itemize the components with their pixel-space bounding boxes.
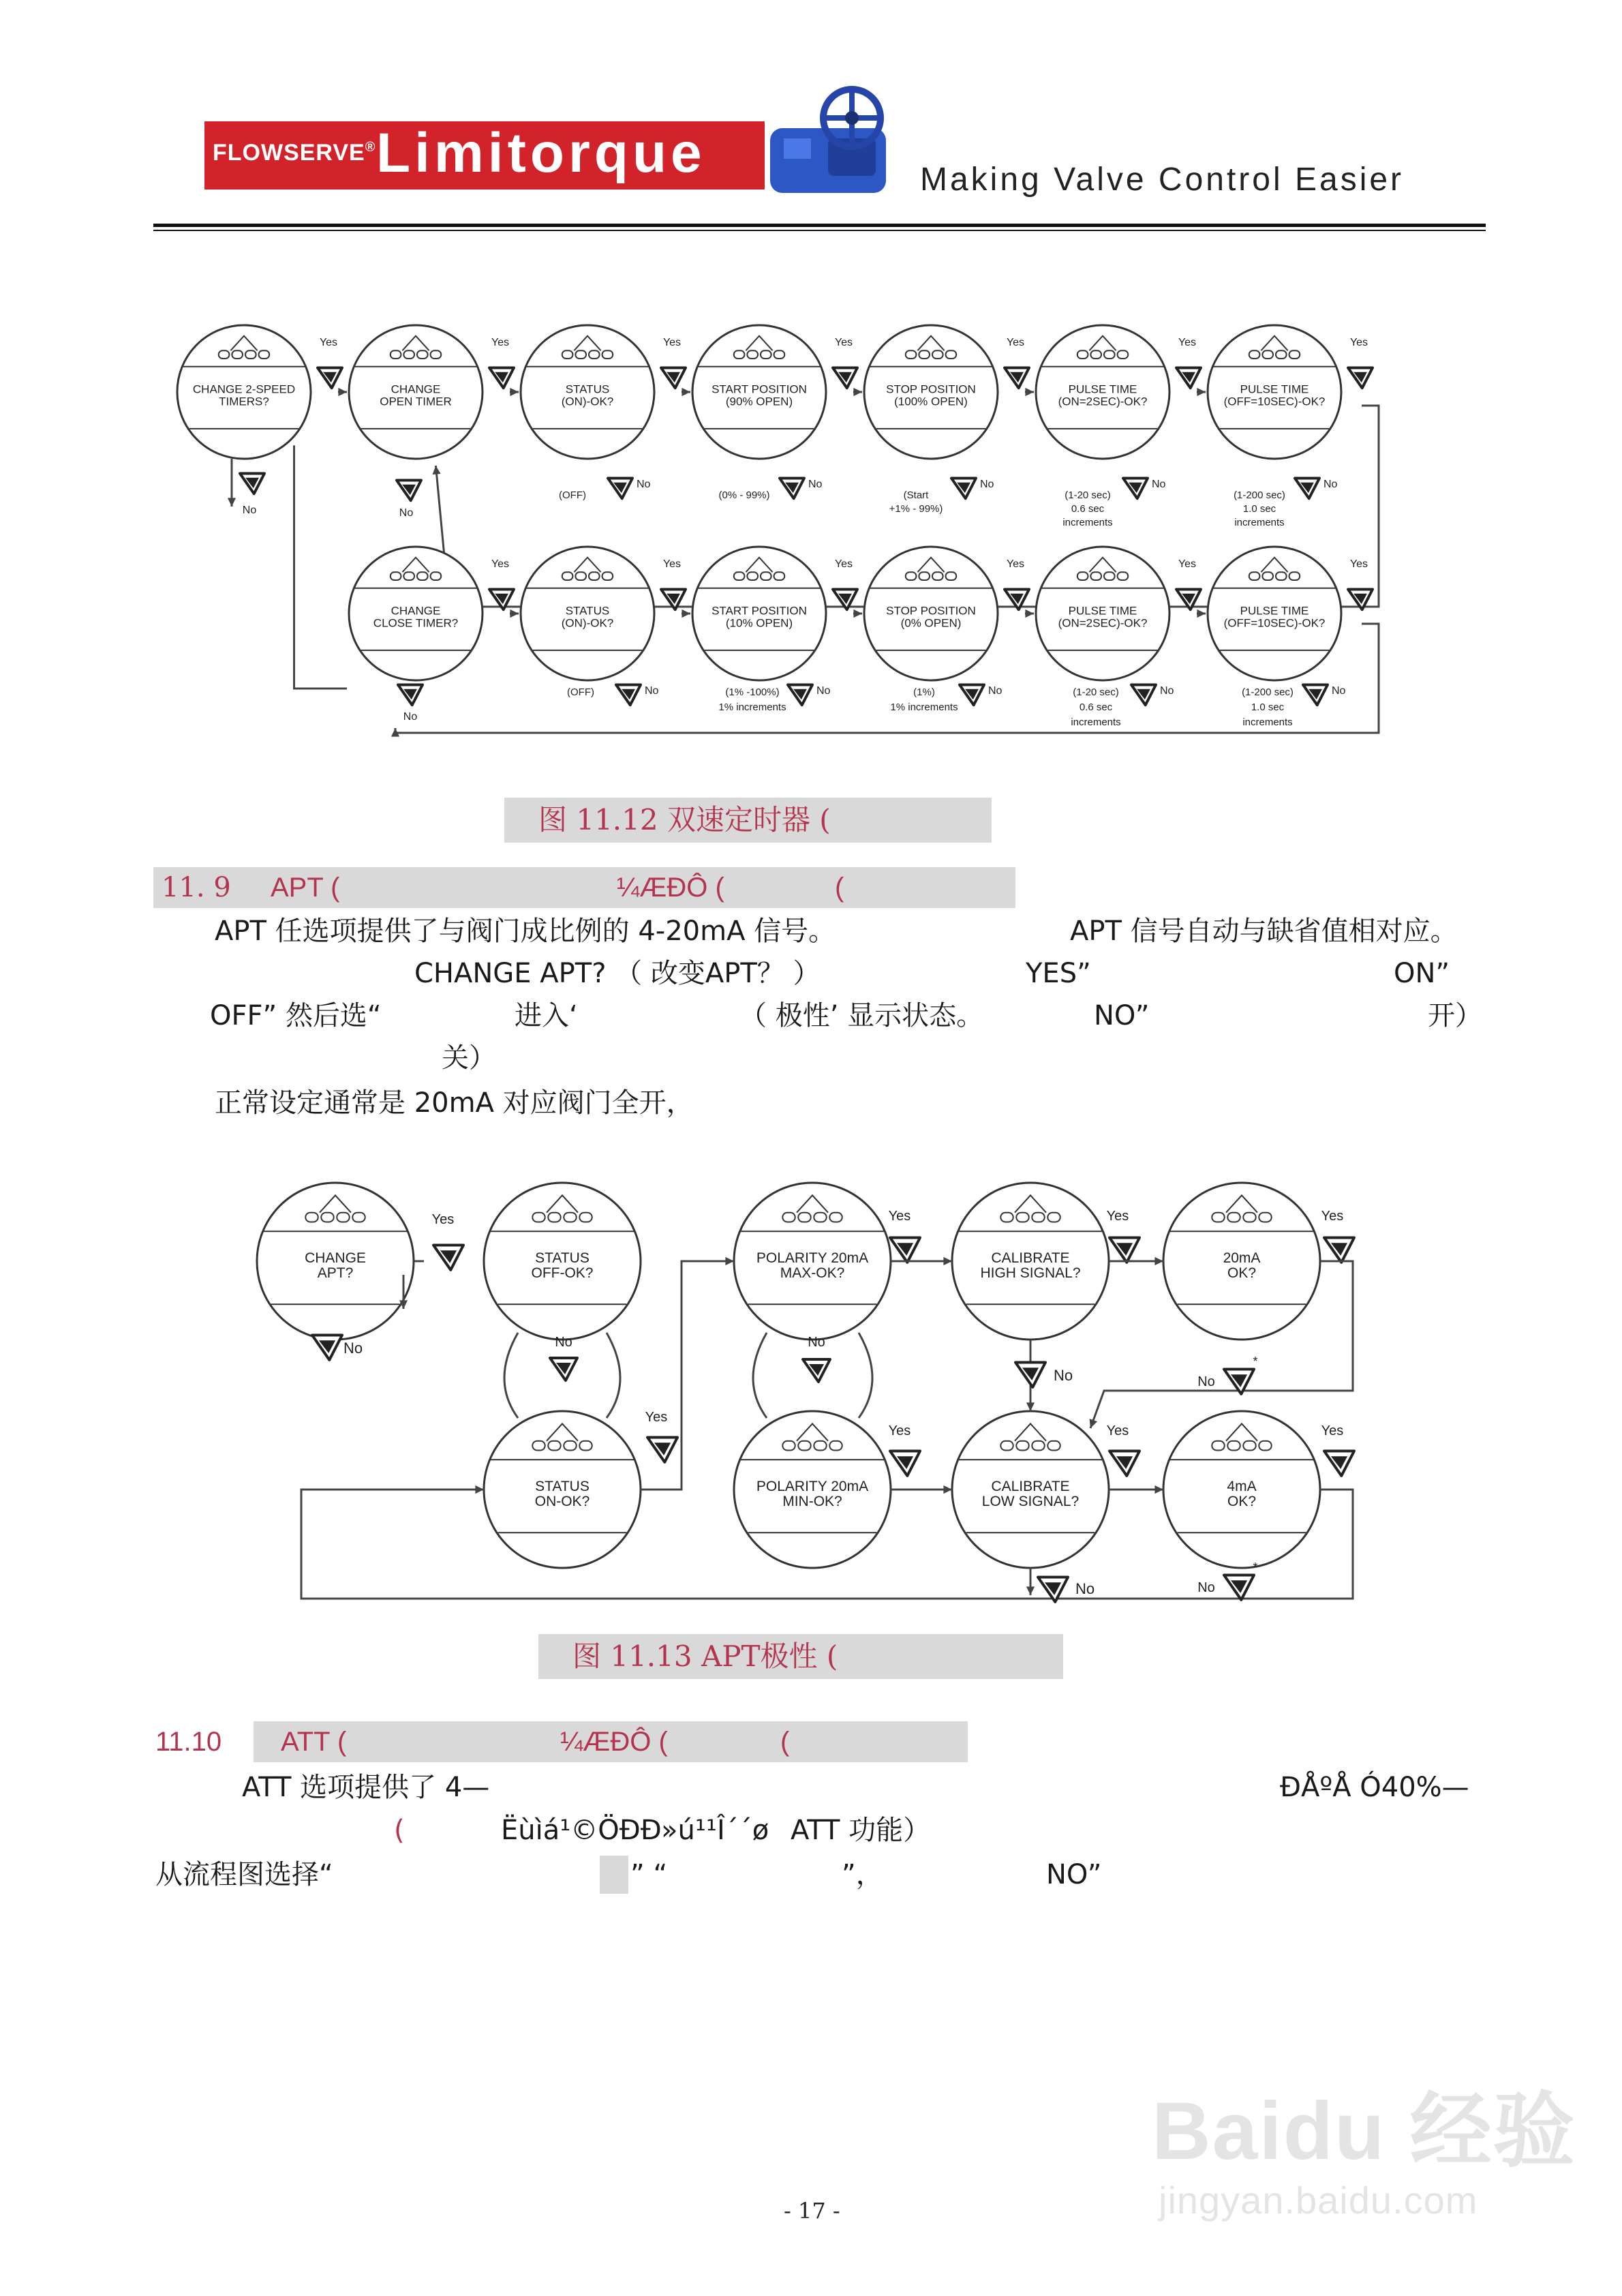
- apt-paragraph-2a: CHANGE APT? （ 改变APT？ ）: [414, 958, 821, 989]
- value-note: (0% - 99%): [718, 489, 770, 501]
- att-paragraph-2a: (: [394, 1815, 405, 1846]
- apt-dial-label-1: CHANGE: [305, 1250, 366, 1267]
- timer-dial-label-2: (ON=2SEC)-OK?: [1058, 395, 1148, 408]
- timer-dial-label-1: PULSE TIME: [1068, 604, 1137, 618]
- apt-dial-label-1: POLARITY 20mA: [756, 1250, 869, 1267]
- figure-caption-11-12: 图 11.12 双速定时器 (: [504, 798, 992, 843]
- apt-paragraph-3a: OFF” 然后选“: [210, 1000, 382, 1031]
- yes-label: Yes: [1006, 337, 1025, 348]
- no-label: No: [1053, 1367, 1073, 1384]
- yes-label: Yes: [1106, 1209, 1129, 1224]
- figure-caption-11-13: 图 11.13 APT极性 (: [538, 1634, 1063, 1679]
- yes-label: Yes: [888, 1209, 911, 1224]
- highlight-box: [600, 1856, 628, 1894]
- value-note: (1-20 sec): [1065, 489, 1111, 501]
- timer-dial-label-2: (ON)-OK?: [561, 616, 614, 630]
- timer-dial-label-1: CHANGE: [391, 382, 441, 396]
- yes-label: Yes: [1321, 1423, 1344, 1438]
- apt-dial-label-2: LOW SIGNAL?: [981, 1494, 1080, 1510]
- loop-arrow: [859, 1333, 872, 1418]
- yes-label: Yes: [491, 337, 510, 348]
- timer-dial-label-2: (OFF=10SEC)-OK?: [1223, 395, 1326, 408]
- loop-arrow: [753, 1333, 767, 1418]
- value-note: 1% increments: [718, 701, 786, 713]
- att-paragraph-2b: Ëùìá¹©ÖÐÐ»ú¹¹Î´´ø: [501, 1815, 769, 1846]
- apt-dial-label-1: STATUS: [535, 1479, 590, 1495]
- flow-arrow-head: [853, 388, 862, 396]
- timer-dial-label-1: PULSE TIME: [1240, 604, 1309, 618]
- no-label: No: [637, 479, 651, 490]
- value-note: (1% -100%): [725, 686, 780, 698]
- timer-dial-label-2: (90% OPEN): [725, 395, 793, 408]
- section-title: APT (: [271, 873, 340, 903]
- flow-arrow-head: [943, 1485, 952, 1494]
- apt-dial-label-2: ON-OK?: [534, 1494, 590, 1510]
- timer-dial-label-2: OPEN TIMER: [380, 395, 452, 408]
- apt-dial-label-2: MAX-OK?: [780, 1265, 845, 1282]
- no-label: No: [1197, 1374, 1215, 1389]
- yes-label: Yes: [1178, 558, 1197, 570]
- flow-arrow-head: [1197, 388, 1206, 396]
- apt-dial-label-2: MIN-OK?: [782, 1494, 842, 1510]
- loop-arrow: [504, 1333, 518, 1418]
- apt-dial-label-2: OK?: [1227, 1494, 1257, 1510]
- brand-flowserve: FLOWSERVE®: [213, 140, 376, 166]
- att-paragraph-3c: ”，: [842, 1859, 883, 1890]
- link-arrow: [294, 445, 348, 689]
- flow-arrow-head: [943, 1257, 952, 1265]
- yes-label: Yes: [319, 337, 338, 348]
- return-arrow-open-head: [433, 466, 441, 474]
- header-rule: [153, 224, 1486, 227]
- apt-dial-label-2: HIGH SIGNAL?: [980, 1265, 1081, 1282]
- apt-paragraph-3b: 进入‘: [515, 1000, 578, 1031]
- no-label: No: [980, 479, 994, 490]
- att-paragraph-3d: NO”: [1046, 1859, 1102, 1890]
- value-note: 1.0 sec: [1242, 503, 1276, 515]
- no-label: No: [242, 504, 257, 516]
- value-note: increments: [1062, 517, 1113, 528]
- yes-label: Yes: [1349, 558, 1368, 570]
- flow-arrow-head: [682, 609, 690, 618]
- apt-dial-label-2: OK?: [1227, 1265, 1257, 1282]
- brand-limitorque: Limitorque: [376, 122, 706, 184]
- flow-arrow-head: [725, 1257, 734, 1265]
- timer-dial-label-2: (10% OPEN): [725, 616, 793, 630]
- no-label: No: [808, 479, 823, 490]
- flow-arrow-head: [510, 388, 519, 396]
- timer-dial-label-1: STOP POSITION: [886, 604, 976, 618]
- timer-dial-label-1: STATUS: [565, 382, 610, 396]
- section-paren: (: [835, 873, 844, 903]
- flow-arrow-head: [1154, 1485, 1163, 1494]
- no-label: No: [555, 1335, 572, 1350]
- section-title: ATT (: [281, 1727, 347, 1757]
- apt-paragraph-3e: 开）: [1428, 1000, 1482, 1031]
- asterisk: *: [1253, 1560, 1258, 1574]
- value-note: increments: [1071, 716, 1121, 728]
- value-note: (1-20 sec): [1073, 686, 1119, 698]
- yes-label: Yes: [1006, 558, 1025, 570]
- apt-dial-label-1: 20mA: [1223, 1250, 1261, 1267]
- flow-arrow-head: [682, 388, 690, 396]
- actuator-image: [763, 80, 900, 203]
- apt-dial-label-1: CALIBRATE: [991, 1250, 1070, 1267]
- flow-arrow-head: [853, 609, 862, 618]
- flow-arrow: [641, 1261, 734, 1490]
- section-number: 11. 9: [162, 872, 231, 903]
- yes-label: Yes: [1178, 337, 1197, 348]
- value-note: 1% increments: [890, 701, 958, 713]
- flow-arrow-head: [1025, 388, 1034, 396]
- value-note: 1.0 sec: [1251, 701, 1285, 713]
- no-label: No: [808, 1335, 825, 1350]
- apt-dial-label-2: OFF-OK?: [531, 1265, 594, 1282]
- no-label: No: [988, 685, 1003, 697]
- timer-dial-label-2: (0% OPEN): [900, 616, 962, 630]
- yes-label: Yes: [888, 1423, 911, 1438]
- value-note: increments: [1234, 517, 1285, 528]
- apt-paragraph-3d: NO”: [1094, 1000, 1150, 1031]
- no-label: No: [645, 685, 659, 697]
- no-label: No: [1323, 479, 1338, 490]
- value-note: 0.6 sec: [1079, 701, 1113, 713]
- apt-dial-label-1: POLARITY 20mA: [756, 1479, 869, 1495]
- att-paragraph-2c: ATT 功能）: [791, 1815, 931, 1846]
- timer-dial-label-1: CHANGE 2-SPEED: [192, 382, 296, 396]
- no-label: No: [399, 507, 414, 519]
- apt-paragraph-3c: （ 极性’ 显示状态。: [739, 1000, 984, 1031]
- flow-arrow-head: [1025, 609, 1034, 618]
- apt-dial-label-1: CALIBRATE: [991, 1479, 1070, 1495]
- no-label: No: [1160, 685, 1174, 697]
- timer-dial-label-2: (100% OPEN): [894, 395, 968, 408]
- flow-arrow-head: [510, 609, 519, 618]
- value-note: (OFF): [559, 489, 586, 501]
- yes-label: Yes: [834, 558, 853, 570]
- no-label: No: [343, 1340, 363, 1357]
- value-note: (OFF): [567, 686, 594, 698]
- yes-label: Yes: [1349, 337, 1368, 348]
- two-speed-timer-flowchart: [157, 300, 1397, 750]
- no-label: No: [1197, 1580, 1215, 1595]
- timer-dial-label-1: START POSITION: [711, 382, 807, 396]
- timer-dial-label-2: (ON)-OK?: [561, 395, 614, 408]
- section-number: 11.10: [155, 1727, 222, 1757]
- timer-dial-label-2: (OFF=10SEC)-OK?: [1223, 616, 1326, 630]
- tagline: Making Valve Control Easier: [920, 162, 1405, 198]
- timer-dial-label-1: PULSE TIME: [1240, 382, 1309, 396]
- apt-dial-label-1: STATUS: [535, 1250, 590, 1267]
- value-note: (1%): [913, 686, 935, 698]
- header-rule-thin: [153, 230, 1486, 231]
- apt-paragraph-2c: ON”: [1394, 958, 1450, 989]
- apt-paragraph-1a: APT 任选项提供了与阀门成比例的 4-20mA 信号。: [215, 916, 836, 947]
- section-garbled: ¼ÆÐÔ (: [617, 873, 724, 903]
- no-label: No: [816, 685, 831, 697]
- value-note: (Start: [903, 489, 929, 501]
- timer-dial-label-1: STATUS: [565, 604, 610, 618]
- loop-arrow: [607, 1333, 620, 1418]
- value-note: (1-200 sec): [1234, 489, 1285, 501]
- no-arrow-head: [228, 498, 236, 507]
- return-arrow-head: [475, 1485, 484, 1494]
- yes-label: Yes: [834, 337, 853, 348]
- apt-polarity-flowchart: [245, 1155, 1390, 1612]
- watermark-baidu: Baidu 经验: [1152, 2085, 1576, 2177]
- yes-label: Yes: [431, 1212, 455, 1227]
- apt-paragraph-4: 关）: [442, 1042, 496, 1074]
- flow-arrow-head: [338, 388, 347, 396]
- value-note: (1-200 sec): [1242, 686, 1294, 698]
- flow-arrow-head: [1154, 1257, 1163, 1265]
- att-paragraph-3b: ” “: [630, 1859, 668, 1890]
- yes-label: Yes: [1106, 1423, 1129, 1438]
- section-heading-att: [254, 1721, 968, 1762]
- section-heading-apt: [153, 867, 1015, 908]
- flow-arrow-head: [1197, 609, 1206, 618]
- timer-dial-label-1: STOP POSITION: [886, 382, 976, 396]
- section-paren: (: [780, 1727, 790, 1757]
- no-label: No: [1332, 685, 1346, 697]
- apt-paragraph-2b: YES”: [1026, 958, 1091, 989]
- timer-dial-label-1: START POSITION: [711, 604, 807, 618]
- timer-dial-label-1: PULSE TIME: [1068, 382, 1137, 396]
- apt-paragraph-5: 正常设定通常是 20mA 对应阀门全开，: [215, 1087, 694, 1119]
- timer-dial-label-1: CHANGE: [391, 604, 441, 618]
- flow-arrow-head: [1090, 1419, 1097, 1428]
- watermark-url: jingyan.baidu.com: [1159, 2179, 1478, 2222]
- att-paragraph-1a: ATT 选项提供了 4—: [242, 1772, 490, 1803]
- page-number: - 17 -: [784, 2198, 840, 2224]
- att-paragraph-1b: ÐÅºÅ Ó40%—: [1280, 1772, 1469, 1803]
- value-note: +1% - 99%): [889, 503, 943, 515]
- no-label: No: [1152, 479, 1166, 490]
- apt-dial-label-1: 4mA: [1227, 1479, 1257, 1495]
- timer-dial-label-2: CLOSE TIMER?: [373, 616, 459, 630]
- flow-arrow-head: [1026, 1586, 1035, 1595]
- apt-dial-label-2: APT?: [317, 1265, 354, 1282]
- yes-label: Yes: [662, 337, 682, 348]
- yes-label: Yes: [1321, 1209, 1344, 1224]
- yes-label: Yes: [662, 558, 682, 570]
- value-note: increments: [1242, 716, 1293, 728]
- asterisk: *: [1253, 1355, 1258, 1368]
- apt-paragraph-1b: APT 信号自动与缺省值相对应。: [1070, 916, 1458, 947]
- yes-label: Yes: [645, 1410, 668, 1425]
- no-label: No: [1075, 1580, 1095, 1597]
- value-note: 0.6 sec: [1071, 503, 1105, 515]
- flow-arrow-head: [1026, 1402, 1035, 1411]
- timer-dial-label-2: TIMERS?: [219, 395, 269, 408]
- att-paragraph-3a: 从流程图选择“: [155, 1859, 333, 1890]
- timer-dial-label-2: (ON=2SEC)-OK?: [1058, 616, 1148, 630]
- no-label: No: [403, 711, 418, 723]
- section-garbled: ¼ÆÐÔ (: [560, 1727, 668, 1757]
- yes-label: Yes: [491, 558, 510, 570]
